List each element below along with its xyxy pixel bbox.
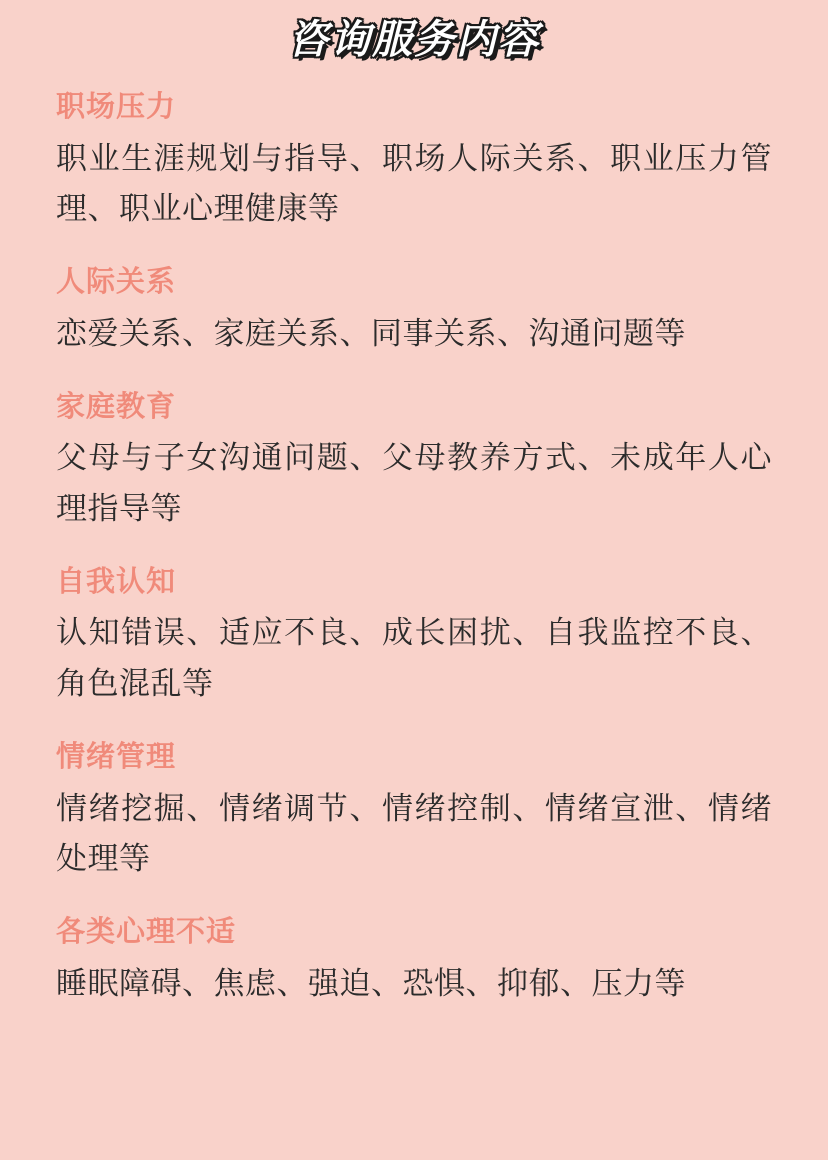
section-heading: 情绪管理 [56,740,177,773]
section-psychological-discomfort [56,912,772,1009]
section-body: 恋爱关系、家庭关系、同事关系、沟通问题等 [56,315,686,351]
section-heading: 人际关系 [56,266,177,299]
section-body: 认知错误、适应不良、成长困扰、自我监控不良、角色混乱等 [56,615,772,701]
section-body: 父母与子女沟通问题、父母教养方式、未成年人心理指导等 [56,440,772,526]
section-workplace-stress [56,87,772,234]
section-heading: 职场压力 [56,91,177,123]
page-title-container [56,0,772,87]
section-heading: 家庭教育 [56,390,177,423]
section-self-cognition [56,562,772,709]
section-heading: 各类心理不适 [56,915,237,948]
section-emotion-management [56,737,772,884]
section-body: 情绪挖掘、情绪调节、情绪控制、情绪宣泄、情绪处理等 [56,790,772,876]
section-family-education [56,387,772,534]
section-body: 职业生涯规划与指导、职场人际关系、职业压力管理、职业心理健康等 [56,140,772,226]
section-interpersonal-relations [56,262,772,359]
page-title: 咨询服务内容 [288,17,540,63]
section-heading: 自我认知 [56,565,177,598]
section-body: 睡眠障碍、焦虑、强迫、恐惧、抑郁、压力等 [56,965,686,1001]
